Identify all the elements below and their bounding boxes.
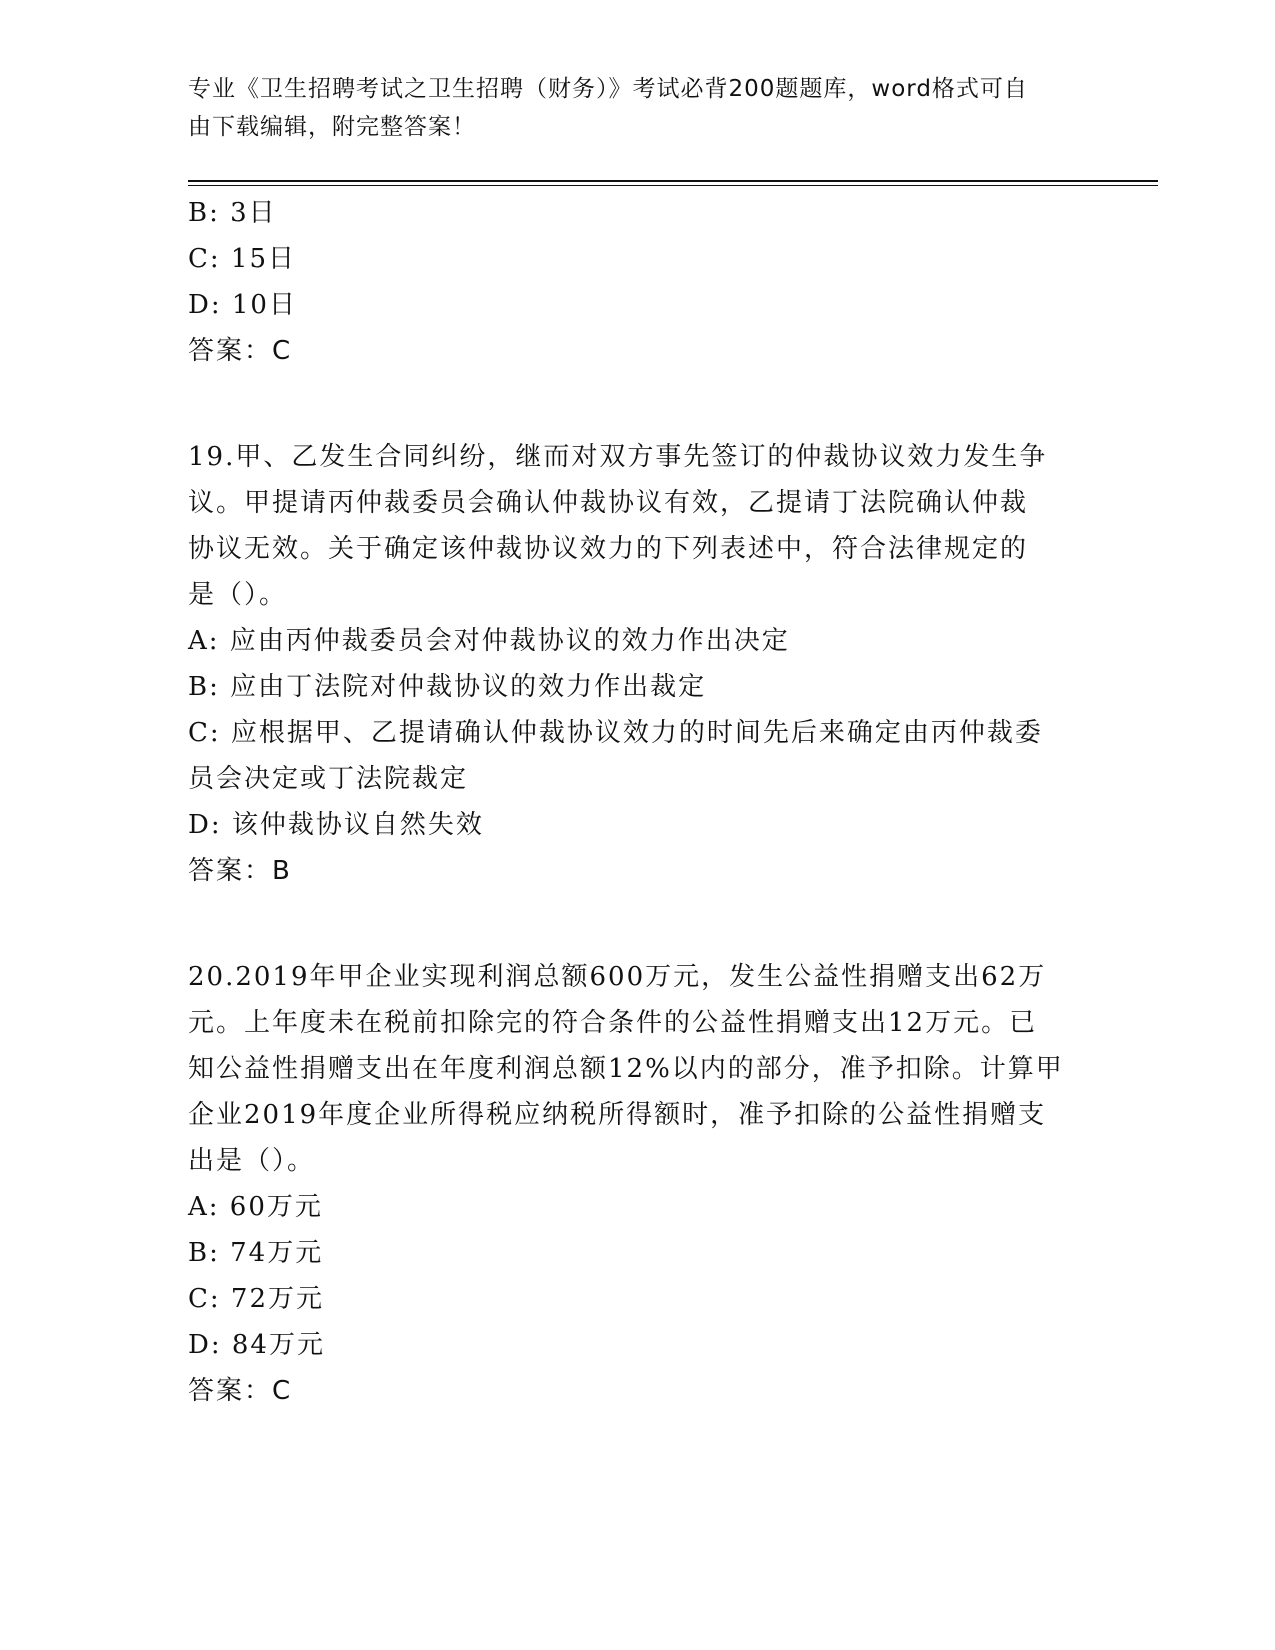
question-20-text-line: 企业2019年度企业所得税应纳税所得额时，准予扣除的公益性捐赠支 <box>188 1100 1047 1130</box>
question-19-text-line: 19.甲、乙发生合同纠纷，继而对双方事先签订的仲裁协议效力发生争 <box>188 442 1048 472</box>
document-body <box>188 190 1088 1414</box>
question-20-text-line: 20.2019年甲企业实现利润总额600万元，发生公益性捐赠支出62万 <box>188 962 1047 992</box>
question-20-block <box>188 954 1088 1414</box>
question-20-text-line: 知公益性捐赠支出在年度利润总额12%以内的部分，准予扣除。计算甲 <box>188 1054 1064 1084</box>
option-d: D: 该仲裁协议自然失效 <box>188 810 484 840</box>
question-19-text-line: 议。甲提请丙仲裁委员会确认仲裁协议有效，乙提请丁法院确认仲裁 <box>188 488 1029 518</box>
option-a: A: 60万元 <box>188 1192 323 1222</box>
question-19-block <box>188 434 1088 894</box>
option-d: D: 84万元 <box>188 1330 325 1360</box>
option-b: B: 74万元 <box>188 1238 324 1268</box>
option-b: B: 应由丁法院对仲裁协议的效力作出裁定 <box>188 672 707 702</box>
header-line-2: 由下载编辑，附完整答案！ <box>188 114 476 140</box>
option-c: C: 72万元 <box>188 1284 325 1314</box>
question-20-text-line: 元。上年度未在税前扣除完的符合条件的公益性捐赠支出12万元。已 <box>188 1008 1038 1038</box>
question-19-text-line: 是（）。 <box>188 580 288 610</box>
answer-line: 答案：C <box>188 1376 293 1406</box>
header-divider-thin <box>188 185 1158 186</box>
answer-line: 答案：B <box>188 856 292 886</box>
spacer <box>188 894 1088 954</box>
option-c: C: 应根据甲、乙提请确认仲裁协议效力的时间先后来确定由丙仲裁委 <box>188 718 1043 748</box>
document-header <box>188 70 1068 146</box>
question-19-text-line: 协议无效。关于确定该仲裁协议效力的下列表述中，符合法律规定的 <box>188 534 1029 564</box>
header-line-1: 专业《卫生招聘考试之卫生招聘（财务）》考试必背200题题库，word格式可自 <box>188 76 1028 102</box>
header-divider-thick <box>188 180 1158 182</box>
spacer <box>188 374 1088 434</box>
option-a: A: 应由丙仲裁委员会对仲裁协议的效力作出决定 <box>188 626 790 656</box>
prev-question-block <box>188 190 1088 374</box>
option-b: B: 3日 <box>188 198 277 228</box>
option-d: D: 10日 <box>188 290 297 320</box>
question-20-text-line: 出是（）。 <box>188 1146 316 1176</box>
option-c-continued: 员会决定或丁法院裁定 <box>188 764 469 794</box>
answer-line: 答案：C <box>188 336 293 366</box>
option-c: C: 15日 <box>188 244 297 274</box>
